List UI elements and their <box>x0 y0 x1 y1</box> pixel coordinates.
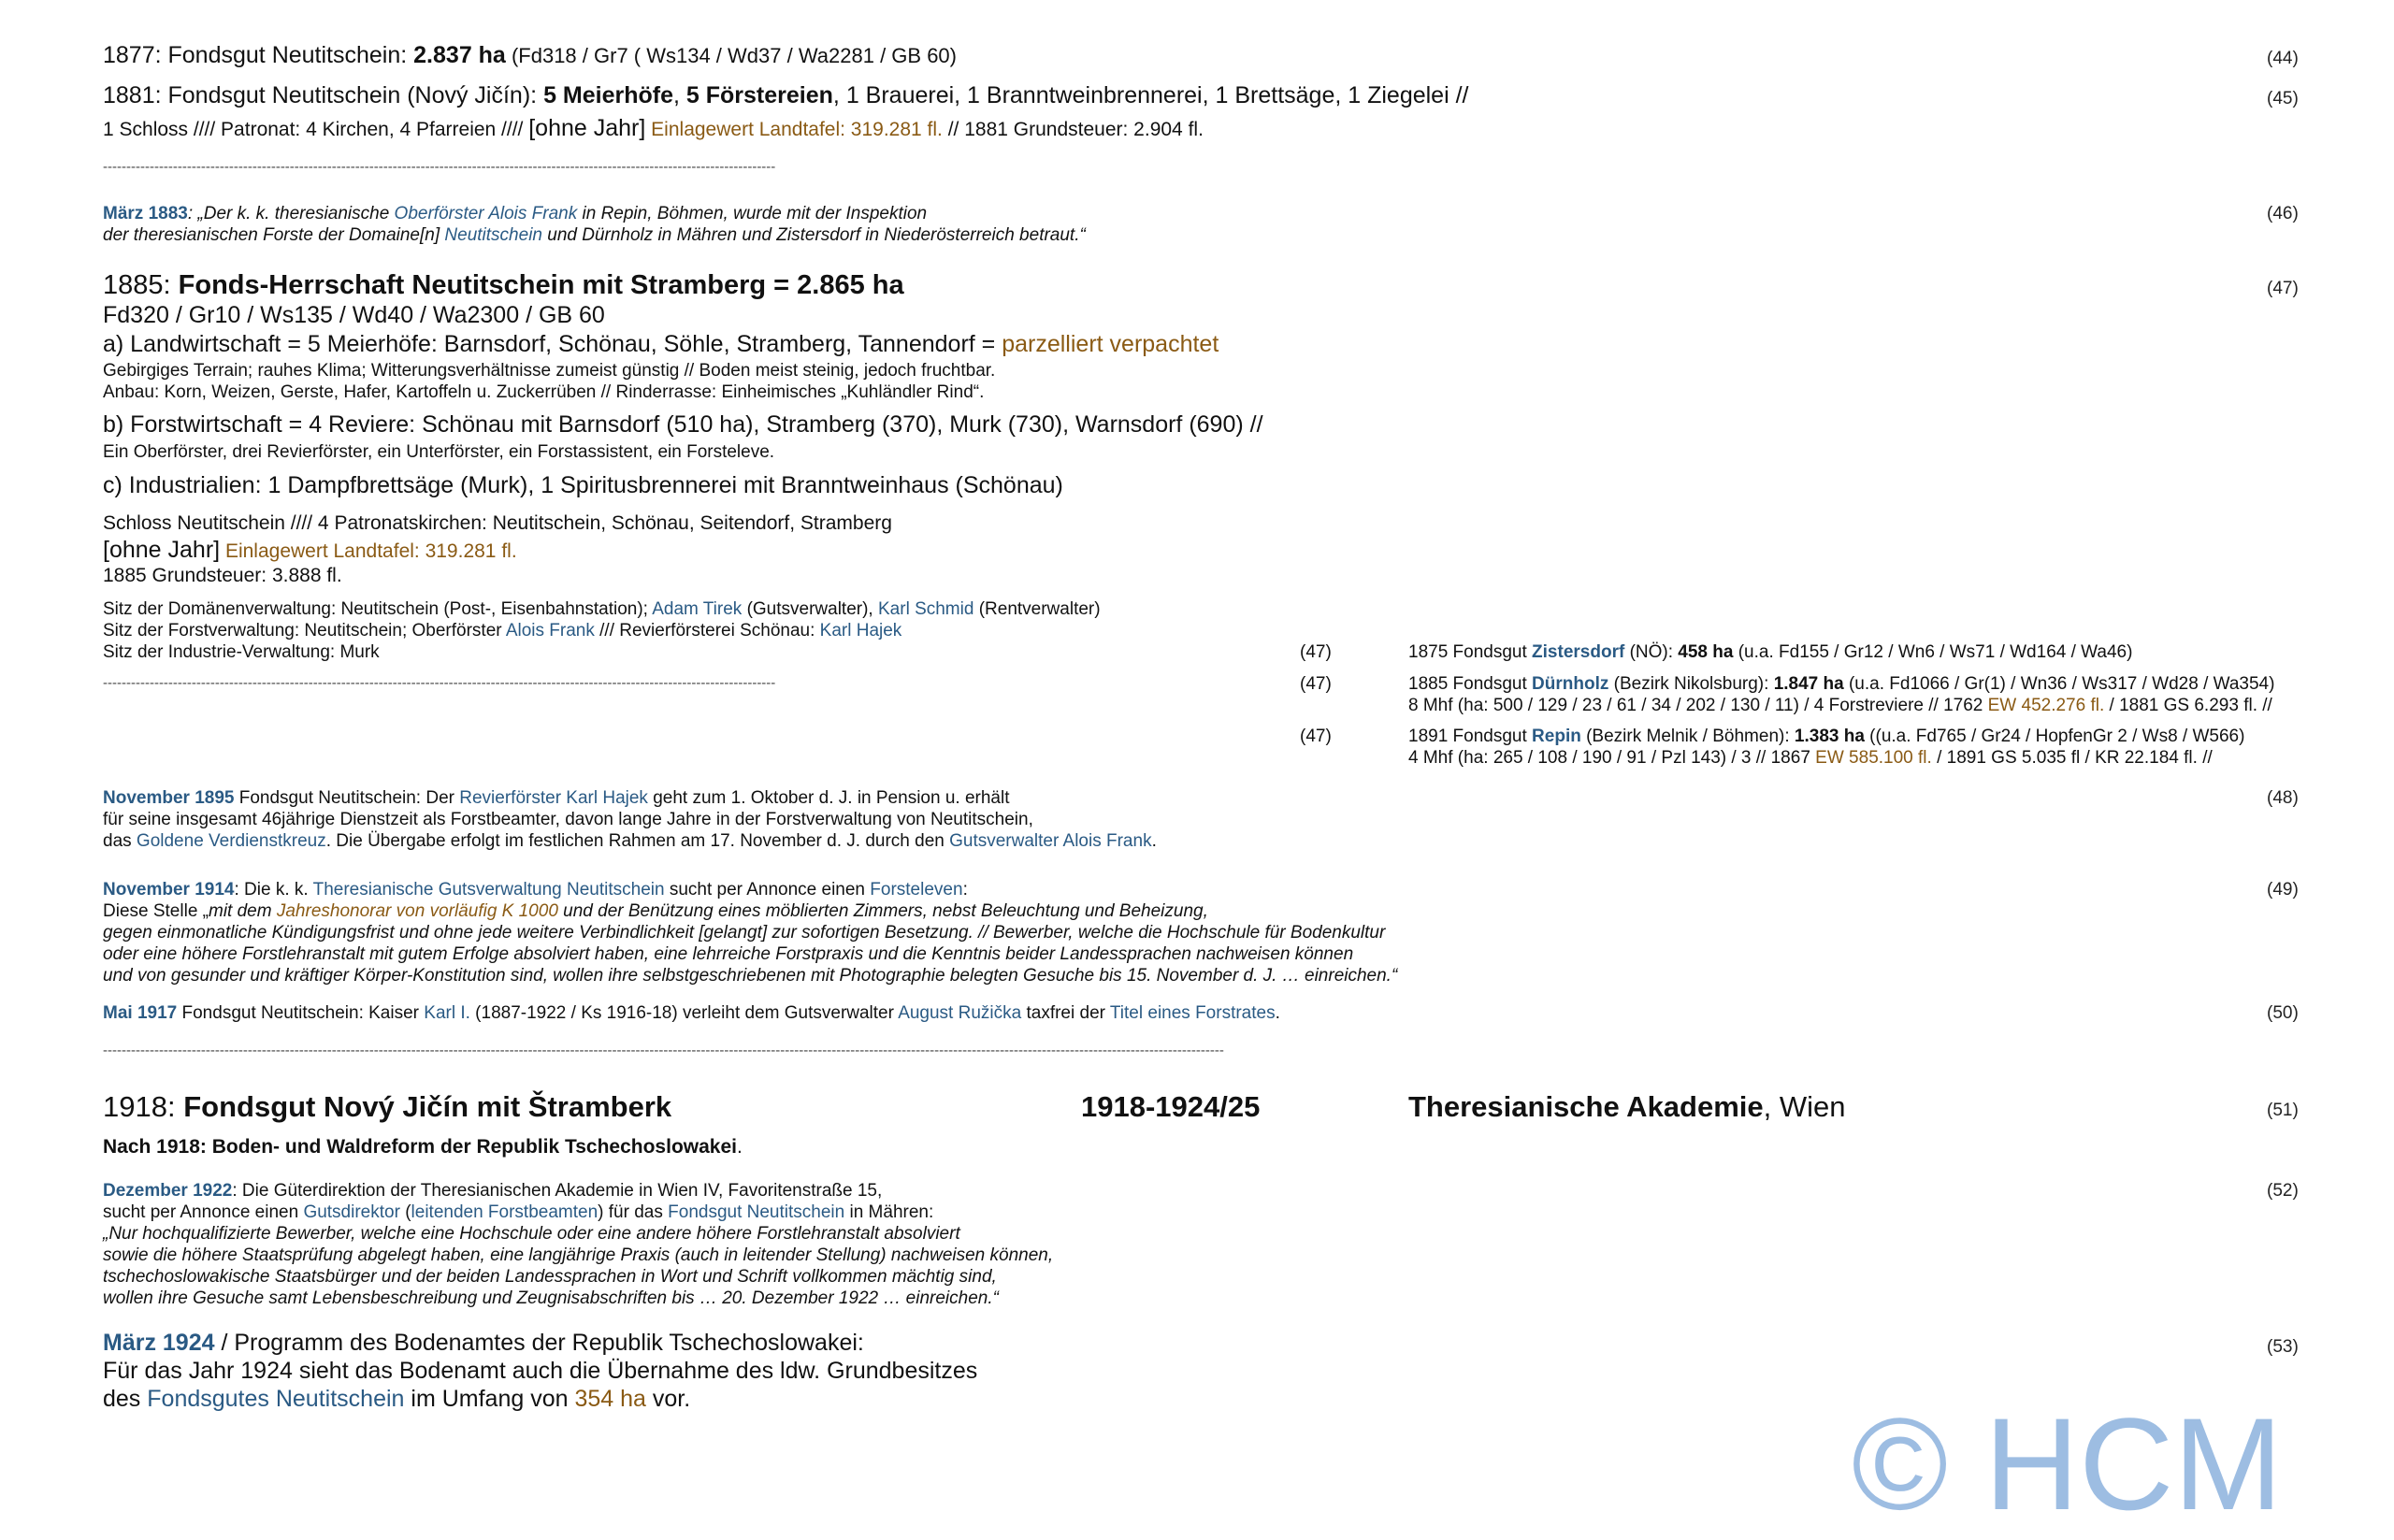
entry-1914-line3: gegen einmonatliche Kündigungsfrist und ohne jede weitere Verbindlichkeit [gelangt] zur sofortigen Besetzung. // Bewerber, welche die Hochschule für Bodenkultur <box>103 923 1386 943</box>
entry-1883-line2: der theresianischen Forste der Domaine[n] Neutitschein und Dürnholz in Mähren und Zistersdorf in Niederösterreich betraut.“ <box>103 225 1086 245</box>
entry-1924-line1: März 1924 / Programm des Bodenamtes der Republik Tschechoslowakei: <box>103 1330 864 1356</box>
entry-1924-line2: Für das Jahr 1924 sieht das Bodenamt auch die Übernahme des ldw. Grundbesitzes <box>103 1358 978 1384</box>
entry-1914-line5: und von gesunder und kräftiger Körper-Konstitution sind, wollen ihre selbstgeschriebenen mit Photographie belegten Gesuche bis 15. November d. J. … einreichen.“ <box>103 966 1398 986</box>
entry-1885-agriculture: a) Landwirtschaft = 5 Meierhöfe: Barnsdorf, Schönau, Söhle, Stramberg, Tannendorf = parzelliert verpachtet <box>103 331 1219 357</box>
side-1885-duernholz-detail: 8 Mhf (ha: 500 / 129 / 23 / 61 / 34 / 202 / 130 / 11) / 4 Forstreviere // 1762 EW 452.276 fl. / 1881 GS 6.293 fl. // <box>1408 696 2272 715</box>
side-ref-3: (47) <box>1300 727 1332 746</box>
entry-1883-line1: März 1883: „Der k. k. theresianische Oberförster Alois Frank in Repin, Böhmen, wurde mit der Inspektion <box>103 204 928 223</box>
ref-51: (51) <box>2267 1101 2299 1120</box>
entry-1881-line2: 1 Schloss //// Patronat: 4 Kirchen, 4 Pfarreien //// [ohne Jahr] Einlagewert Landtafel: 319.281 fl. // 1881 Grundsteuer: 2.904 fl. <box>103 115 1204 141</box>
entry-1917: Mai 1917 Fondsgut Neutitschein: Kaiser Karl I. (1887-1922 / Ks 1916-18) verleiht dem Gutsverwalter August Ružička taxfrei der Titel eines Forstrates. <box>103 1003 1280 1023</box>
entry-1877: 1877: Fondsgut Neutitschein: 2.837 ha (Fd318 / Gr7 ( Ws134 / Wd37 / Wa2281 / GB 60) <box>103 42 957 68</box>
side-1891-repin: 1891 Fondsgut Repin (Bezirk Melnik / Böhmen): 1.383 ha ((u.a. Fd765 / Gr24 / HopfenGr 2 / Ws8 / W566) <box>1408 727 2245 746</box>
entry-1914-line2: Diese Stelle „mit dem Jahreshonorar von vorläufig K 1000 und der Benützung eines möblierten Zimmers, nebst Beleuchtung und Beheizung, <box>103 901 1208 921</box>
entry-1881-line1: 1881: Fondsgut Neutitschein (Nový Jičín): 5 Meierhöfe, 5 Förstereien, 1 Brauerei, 1 Branntweinbrennerei, 1 Brettsäge, 1 Ziegelei // <box>103 82 1469 108</box>
ref-50: (50) <box>2267 1003 2299 1023</box>
divider: ------------------------------------------------------------------------------------------------------------------------------------------------ <box>103 675 776 691</box>
entry-1914-line1: November 1914: Die k. k. Theresianische Gutsverwaltung Neutitschein sucht per Annonce einen Forsteleven: <box>103 880 968 900</box>
entry-1885-codes: Fd320 / Gr10 / Ws135 / Wd40 / Wa2300 / GB 60 <box>103 302 605 328</box>
entry-1922-line2: sucht per Annonce einen Gutsdirektor (leitenden Forstbeamten) für das Fondsgut Neutitschein in Mähren: <box>103 1202 934 1222</box>
entry-1885-industry: c) Industrialien: 1 Dampfbrettsäge (Murk), 1 Spiritusbrennerei mit Branntweinhaus (Schönau) <box>103 472 1063 498</box>
side-ref-1: (47) <box>1300 642 1332 662</box>
entry-1885-landtafel: [ohne Jahr] Einlagewert Landtafel: 319.281 fl. <box>103 537 517 563</box>
entry-1895-line2: für seine insgesamt 46jährige Dienstzeit als Forstbeamter, davon lange Jahre in der Forstverwaltung von Neutitschein, <box>103 810 1033 829</box>
entry-1918-owner: Theresianische Akademie, Wien <box>1408 1090 1846 1123</box>
ref-53: (53) <box>2267 1337 2299 1357</box>
entry-1885-castle: Schloss Neutitschein //// 4 Patronatskirchen: Neutitschein, Schönau, Seitendorf, Stramberg <box>103 512 892 534</box>
ref-44: (44) <box>2267 49 2299 68</box>
side-1875-zistersdorf: 1875 Fondsgut Zistersdorf (NÖ): 458 ha (u.a. Fd155 / Gr12 / Wn6 / Ws71 / Wd164 / Wa46) <box>1408 642 2133 662</box>
divider: ------------------------------------------------------------------------------------------------------------------------------------------------------------------------------------------------------------------------------------------------ <box>103 1043 1224 1058</box>
ref-47: (47) <box>2267 279 2299 298</box>
entry-1914-line4: oder eine höhere Forstlehranstalt mit gutem Erfolge absolviert haben, eine lehrreiche Forstpraxis und die Kenntnis beider Landessprachen nachweisen können <box>103 944 1354 964</box>
entry-1922-line1: Dezember 1922: Die Güterdirektion der Theresianischen Akademie in Wien IV, Favoritenstraße 15, <box>103 1181 883 1201</box>
ref-49: (49) <box>2267 880 2299 900</box>
entry-1922-line6: wollen ihre Gesuche samt Lebensbeschreibung und Zeugnisabschriften bis … 20. Dezember 1922 … einreichen.“ <box>103 1288 999 1308</box>
ref-45: (45) <box>2267 89 2299 108</box>
entry-1885-title: 1885: Fonds-Herrschaft Neutitschein mit Stramberg = 2.865 ha <box>103 270 904 300</box>
copyright-watermark: © HCM <box>1852 1390 2283 1537</box>
entry-1885-cultivation: Anbau: Korn, Weizen, Gerste, Hafer, Kartoffeln u. Zuckerrüben // Rinderrasse: Einheimisches „Kuhländler Rind“. <box>103 382 985 402</box>
entry-1885-industry-admin: Sitz der Industrie-Verwaltung: Murk <box>103 642 380 662</box>
entry-1918-years: 1918-1924/25 <box>1081 1090 1261 1123</box>
entry-1895-line1: November 1895 Fondsgut Neutitschein: Der Revierförster Karl Hajek geht zum 1. Oktober d. J. in Pension u. erhält <box>103 788 1010 808</box>
entry-1895-line3: das Goldene Verdienstkreuz. Die Übergabe erfolgt im festlichen Rahmen am 17. November d. J. durch den Gutsverwalter Alois Frank. <box>103 831 1157 851</box>
entry-1885-tax: 1885 Grundsteuer: 3.888 fl. <box>103 565 342 586</box>
entry-1918-title: 1918: Fondsgut Nový Jičín mit Štramberk <box>103 1090 672 1123</box>
entry-1922-line5: tschechoslowakische Staatsbürger und der beiden Landessprachen in Wort und Schrift vollkommen mächtig sind, <box>103 1267 997 1287</box>
side-1891-repin-detail: 4 Mhf (ha: 265 / 108 / 190 / 91 / Pzl 143) / 3 // 1867 EW 585.100 fl. / 1891 GS 5.035 fl / KR 22.184 fl. // <box>1408 748 2213 768</box>
entry-1885-domain-admin: Sitz der Domänenverwaltung: Neutitschein (Post-, Eisenbahnstation); Adam Tirek (Gutsverwalter), Karl Schmid (Rentverwalter) <box>103 599 1101 619</box>
entry-1922-line3: „Nur hochqualifizierte Bewerber, welche eine Hochschule oder eine andere höhere Forstlehranstalt absolviert <box>103 1224 960 1244</box>
entry-1885-terrain: Gebirgiges Terrain; rauhes Klima; Witterungsverhältnisse zumeist günstig // Boden meist steinig, jedoch fruchtbar. <box>103 361 996 381</box>
side-ref-2: (47) <box>1300 674 1332 694</box>
ref-52: (52) <box>2267 1181 2299 1201</box>
entry-1885-staff: Ein Oberförster, drei Revierförster, ein Unterförster, ein Forstassistent, ein Forsteleve. <box>103 442 775 462</box>
entry-1885-forest-admin: Sitz der Forstverwaltung: Neutitschein; Oberförster Alois Frank /// Revierförsterei Schönau: Karl Hajek <box>103 621 902 640</box>
side-1885-duernholz: 1885 Fondsgut Dürnholz (Bezirk Nikolsburg): 1.847 ha (u.a. Fd1066 / Gr(1) / Wn36 / Ws317 / Wd28 / Wa354) <box>1408 674 2275 694</box>
entry-1922-line4: sowie die höhere Staatsprüfung abgelegt haben, eine langjährige Praxis (auch in leitender Stellung) nachweisen können, <box>103 1245 1054 1265</box>
ref-48: (48) <box>2267 788 2299 808</box>
entry-1885-forestry: b) Forstwirtschaft = 4 Reviere: Schönau mit Barnsdorf (510 ha), Stramberg (370), Murk (730), Warnsdorf (690) // <box>103 411 1263 438</box>
entry-1924-line3: des Fondsgutes Neutitschein im Umfang von 354 ha vor. <box>103 1386 691 1412</box>
ref-46: (46) <box>2267 204 2299 223</box>
entry-1918-reform: Nach 1918: Boden- und Waldreform der Republik Tschechoslowakei. <box>103 1136 743 1158</box>
divider: ------------------------------------------------------------------------------------------------------------------------------------------------ <box>103 159 776 175</box>
